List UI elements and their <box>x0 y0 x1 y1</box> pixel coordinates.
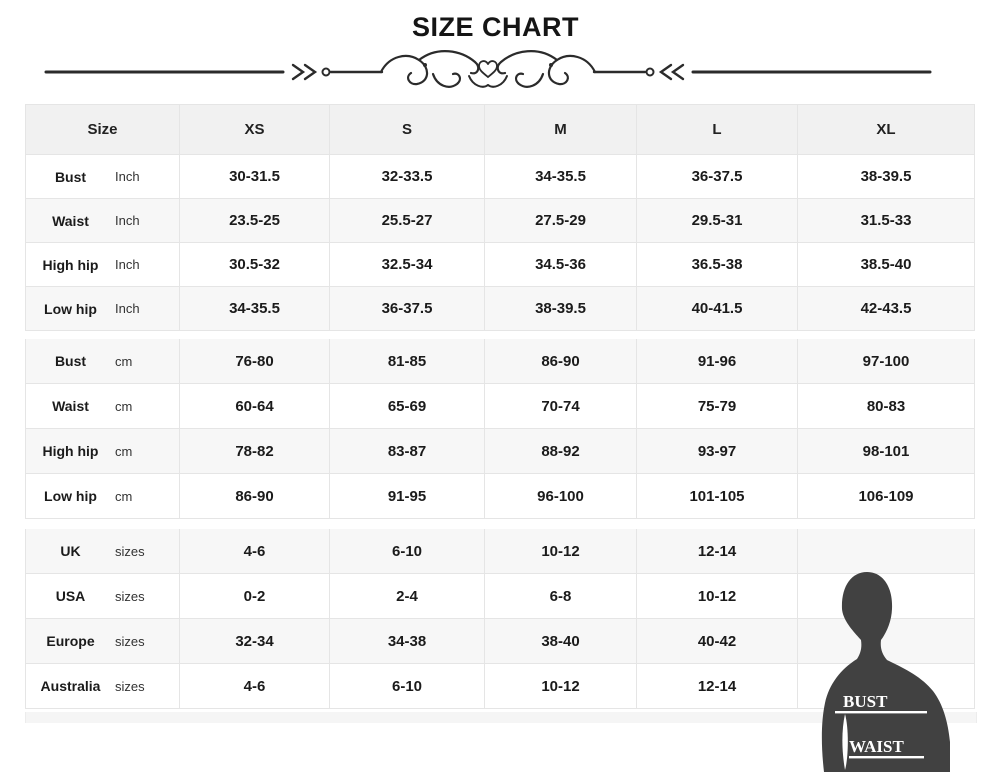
table-cell: 36-37.5 <box>330 287 485 331</box>
section-gap <box>25 331 975 339</box>
table-cell: 38.5-40 <box>798 243 975 287</box>
row-label-cell <box>25 664 180 709</box>
table-cell: 97-100 <box>798 339 975 384</box>
table-cell: 88-92 <box>485 429 637 474</box>
row-unit: sizes <box>115 633 145 649</box>
table-cell: 75-79 <box>637 384 798 429</box>
table-cell <box>798 529 975 574</box>
row-label: USA <box>55 588 86 604</box>
row-unit: cm <box>115 398 133 414</box>
table-cell: 83-87 <box>330 429 485 474</box>
row-unit: cm <box>115 353 133 369</box>
row-unit: sizes <box>115 543 145 559</box>
table-cell: 38-40 <box>485 619 637 664</box>
row-label: Low hip <box>44 300 97 317</box>
waist-measure-line <box>849 756 924 758</box>
table-cell: 12-14 <box>637 529 798 574</box>
header-cell: L <box>637 105 798 155</box>
table-cell: 32.5-34 <box>330 243 485 287</box>
row-label-cell <box>25 339 180 384</box>
table-cell: 101-105 <box>637 474 798 519</box>
table-cell: 6-10 <box>330 529 485 574</box>
table-cell: 34-38 <box>330 619 485 664</box>
bust-measure-label: BUST <box>843 692 888 711</box>
row-label-cell <box>25 155 180 199</box>
table-cell: 30-31.5 <box>180 155 330 199</box>
row-label: Low hip <box>44 488 97 504</box>
row-label-cell <box>25 619 180 664</box>
table-cell: 31.5-33 <box>798 199 975 243</box>
table-cell: 81-85 <box>330 339 485 384</box>
table-row <box>25 243 975 287</box>
table-row <box>25 199 975 243</box>
table-row <box>25 529 975 574</box>
table-cell: 36-37.5 <box>637 155 798 199</box>
row-unit: Inch <box>115 213 140 228</box>
table-cell: 25.5-27 <box>330 199 485 243</box>
row-label: Europe <box>46 633 95 649</box>
row-label-cell <box>25 429 180 474</box>
table-cell: 96-100 <box>485 474 637 519</box>
table-cell: 36.5-38 <box>637 243 798 287</box>
row-label-cell <box>25 529 180 574</box>
header-cell: S <box>330 105 485 155</box>
table-cell: 76-80 <box>180 339 330 384</box>
header-cell: M <box>485 105 637 155</box>
table-cell: 42-43.5 <box>798 287 975 331</box>
table-cell: 32-34 <box>180 619 330 664</box>
table-cell: 93-97 <box>637 429 798 474</box>
row-label: Australia <box>40 678 101 694</box>
row-unit: Inch <box>115 257 140 272</box>
table-cell: 0-2 <box>180 574 330 619</box>
table-cell: 38-39.5 <box>798 155 975 199</box>
table-cell: 12-14 <box>637 664 798 709</box>
table-cell: 91-95 <box>330 474 485 519</box>
table-row <box>25 155 975 199</box>
row-label: Waist <box>52 212 89 229</box>
table-cell: 10-12 <box>485 664 637 709</box>
table-cell: 6-10 <box>330 664 485 709</box>
table-cell: 23.5-25 <box>180 199 330 243</box>
table-cell: 32-33.5 <box>330 155 485 199</box>
table-cell: 6-8 <box>485 574 637 619</box>
row-label-cell <box>25 287 180 331</box>
row-label-cell <box>25 243 180 287</box>
table-cell: 65-69 <box>330 384 485 429</box>
table-cell: 91-96 <box>637 339 798 384</box>
row-label-cell <box>25 199 180 243</box>
table-cell: 98-101 <box>798 429 975 474</box>
row-label: High hip <box>42 443 99 459</box>
table-header-row <box>25 105 975 155</box>
row-label-cell <box>25 474 180 519</box>
table-cell: 10-12 <box>485 529 637 574</box>
table-cell: 86-90 <box>485 339 637 384</box>
section-gap <box>25 519 975 529</box>
bust-measure-line <box>835 711 927 713</box>
row-label: Bust <box>54 168 87 185</box>
table-row <box>25 384 975 429</box>
table-cell: 38-39.5 <box>485 287 637 331</box>
row-label-cell <box>25 574 180 619</box>
table-cell: 60-64 <box>180 384 330 429</box>
row-label: Bust <box>54 353 87 369</box>
table-cell: 29.5-31 <box>637 199 798 243</box>
row-label-cell <box>25 384 180 429</box>
row-unit: sizes <box>115 678 145 694</box>
body-silhouette <box>812 570 957 772</box>
header-cell-size: Size <box>25 105 180 155</box>
table-cell: 34.5-36 <box>485 243 637 287</box>
table-cell: 34-35.5 <box>485 155 637 199</box>
table-row <box>25 474 975 519</box>
row-label: UK <box>60 543 81 559</box>
row-label: Waist <box>52 398 89 414</box>
row-unit: Inch <box>115 301 140 316</box>
table-row <box>25 339 975 384</box>
table-cell: 80-83 <box>798 384 975 429</box>
table-row <box>25 429 975 474</box>
table-cell: 70-74 <box>485 384 637 429</box>
table-cell: 10-12 <box>637 574 798 619</box>
table-cell: 2-4 <box>330 574 485 619</box>
waist-measure-label: WAIST <box>849 737 904 756</box>
table-cell: 4-6 <box>180 664 330 709</box>
table-cell: 86-90 <box>180 474 330 519</box>
header-cell: XL <box>798 105 975 155</box>
row-unit: sizes <box>115 588 145 604</box>
table-cell: 34-35.5 <box>180 287 330 331</box>
table-row <box>25 287 975 331</box>
row-unit: cm <box>115 488 133 504</box>
row-unit: cm <box>115 443 133 459</box>
table-cell: 30.5-32 <box>180 243 330 287</box>
table-cell: 40-41.5 <box>637 287 798 331</box>
table-cell: 40-42 <box>637 619 798 664</box>
table-cell: 27.5-29 <box>485 199 637 243</box>
header-cell: XS <box>180 105 330 155</box>
row-unit: Inch <box>115 169 140 184</box>
page-title: SIZE CHART <box>412 12 579 42</box>
divider-flourish-icon <box>41 48 951 92</box>
table-cell: 106-109 <box>798 474 975 519</box>
table-cell: 78-82 <box>180 429 330 474</box>
row-label: High hip <box>42 256 99 273</box>
table-cell: 4-6 <box>180 529 330 574</box>
